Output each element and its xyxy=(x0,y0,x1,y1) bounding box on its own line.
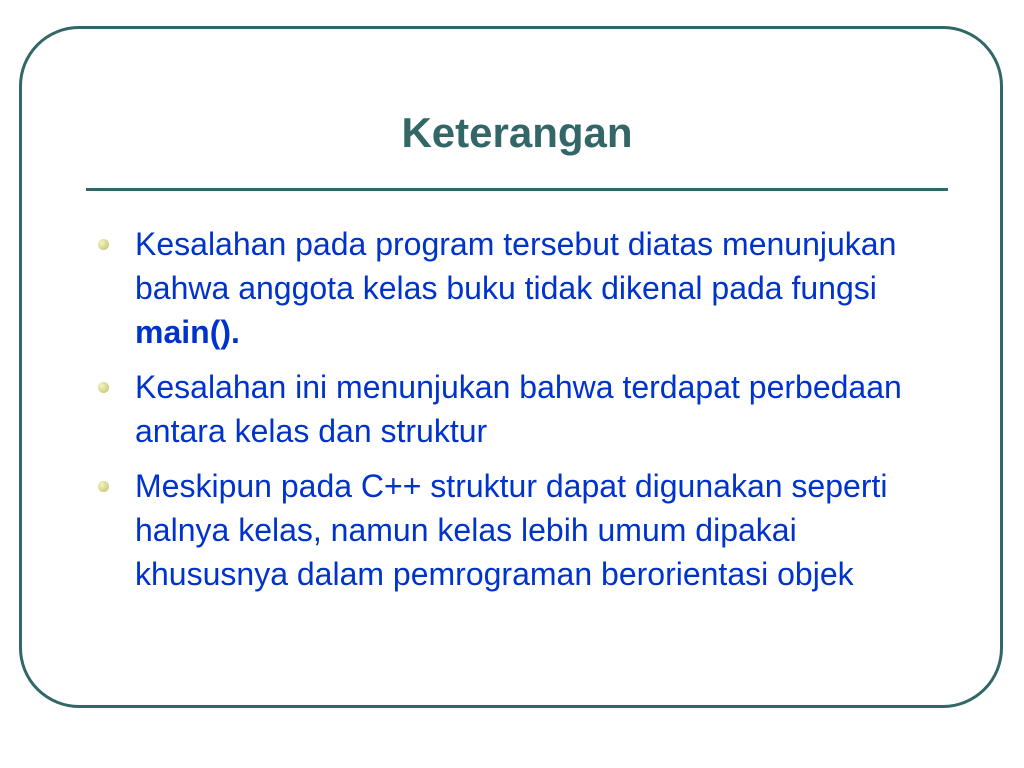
title-divider xyxy=(86,188,948,191)
slide-title: Keterangan xyxy=(401,109,633,156)
bullet-item xyxy=(98,365,958,453)
bullet-bold-text: main(). xyxy=(135,314,240,350)
round-bullet-icon xyxy=(98,382,109,393)
bullet-item xyxy=(98,464,958,596)
bullet-list xyxy=(98,222,958,607)
bullet-text: Kesalahan ini menunjukan bahwa terdapat perbedaan antara kelas dan struktur xyxy=(135,369,902,449)
bullet-item xyxy=(98,222,958,354)
round-bullet-icon xyxy=(98,239,109,250)
round-bullet-icon xyxy=(98,481,109,492)
bullet-text: Kesalahan pada program tersebut diatas menunjukan bahwa anggota kelas buku tidak dikenal pada fungsi xyxy=(135,226,897,306)
bullet-text: Meskipun pada C++ struktur dapat digunakan seperti halnya kelas, namun kelas lebih umum dipakai khususnya dalam pemrograman berorientasi objek xyxy=(135,468,888,592)
